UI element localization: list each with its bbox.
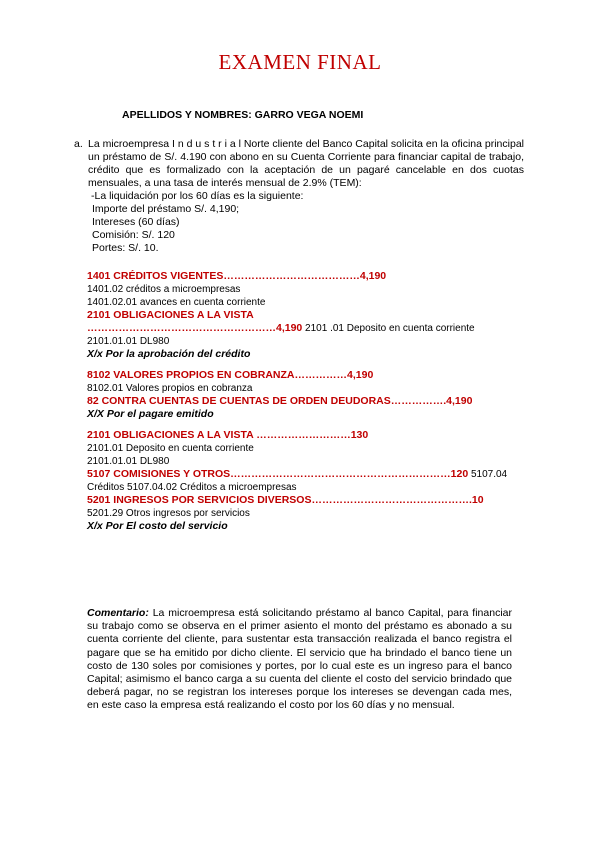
problem-statement xyxy=(74,138,524,255)
entry-subaccount: 1401.02 créditos a microempresas xyxy=(87,284,241,295)
entry-account: 2101 OBLIGACIONES A LA VISTA ………………………130 xyxy=(87,429,369,441)
statement-line: Comisión: S/. 120 xyxy=(92,229,175,241)
statement-line: Importe del préstamo S/. 4,190; xyxy=(92,203,240,215)
comment-text: La microempresa está solicitando préstamo al banco Capital, para financiar su trabajo como se observa en el primer asiento el monto del préstamo es abonado a su cuenta corriente del cliente, para sustentar esta transacción realizada el banco registra el pagare que se ha emitido por dicho cliente. El servicio que ha brindado el banco tiene un costo de 130 soles por comisiones y portes, por lo cual este es un ingreso para el banco Capital; asimismo el banco carga a su cuenta del cliente el costo del servicio brindado que deberá pagar, no se registran los intereses porque los intereses se devengan cada mes, en este caso la empresa está realizando el costo por los 60 días y no mensual. xyxy=(87,607,512,712)
entry-account: 1401 CRÉDITOS VIGENTES…………………………………4,190 xyxy=(87,270,387,282)
item-letter: a. xyxy=(74,138,83,150)
comment-label: Comentario: xyxy=(87,607,149,619)
entry-account: 5201 INGRESOS POR SERVICIOS DIVERSOS……………………………………….10 xyxy=(87,494,484,506)
entry-subaccount: 2101.01.01 DL980 xyxy=(87,336,170,347)
statement-paragraph: La microempresa I n d u s t r i a l Norte cliente del Banco Capital solicita en la oficina principal un préstamo de S/. 4.190 con abono en su Cuenta Corriente para financiar capital de trabajo, crédito que es formalizado con la aceptación de un pagaré cancelable en dos cuotas mensuales, a una tasa de interés mensual de 2.9% (TEM): xyxy=(88,138,524,189)
entry-account: 5107 COMISIONES Y OTROS………………………………………………………120 xyxy=(87,468,469,480)
entry-account: 2101 OBLIGACIONES A LA VISTA xyxy=(87,309,254,321)
comment-paragraph xyxy=(87,607,512,713)
entry-subaccount: 5201.29 Otros ingresos por servicios xyxy=(87,508,250,519)
entry-account: 82 CONTRA CUENTAS DE CUENTAS DE ORDEN DEUDORAS…………….4,190 xyxy=(87,395,473,407)
statement-line: Intereses (60 días) xyxy=(92,216,180,228)
entry-subaccount: 2101.01 Deposito en cuenta corriente xyxy=(87,443,254,454)
entry-gloss: X/X Por el pagare emitido xyxy=(87,408,214,420)
entry-amount: ………………………………………………4,190 xyxy=(87,322,303,334)
student-name-line: APELLIDOS Y NOMBRES: GARRO VEGA NOEMI xyxy=(122,109,364,121)
spacer xyxy=(87,421,512,429)
entry-gloss: X/x Por El costo del servicio xyxy=(87,520,228,532)
entry-gloss: X/x Por la aprobación del crédito xyxy=(87,348,251,360)
entry-subaccount: 8102.01 Valores propios en cobranza xyxy=(87,383,253,394)
statement-item xyxy=(74,138,524,190)
entry-subaccount: 1401.02.01 avances en cuenta corriente xyxy=(87,297,266,308)
entry-subaccount: 2101 .01 Deposito en cuenta corriente xyxy=(302,323,475,334)
entry-line xyxy=(87,322,512,335)
entry-line xyxy=(87,468,512,494)
entry-subaccount: 5107.04 Créditos 5107.04.02 Créditos a microempresas xyxy=(87,469,508,493)
spacer xyxy=(87,361,512,369)
exam-title: EXAMEN FINAL xyxy=(218,50,382,74)
statement-line: Portes: S/. 10. xyxy=(92,242,159,254)
entry-account: 8102 VALORES PROPIOS EN COBRANZA……………4,190 xyxy=(87,369,374,381)
entry-line xyxy=(87,494,512,520)
journal-entries xyxy=(87,270,512,533)
entry-subaccount: 2101.01.01 DL980 xyxy=(87,456,170,467)
statement-line: -La liquidación por los 60 días es la siguiente: xyxy=(91,190,304,202)
